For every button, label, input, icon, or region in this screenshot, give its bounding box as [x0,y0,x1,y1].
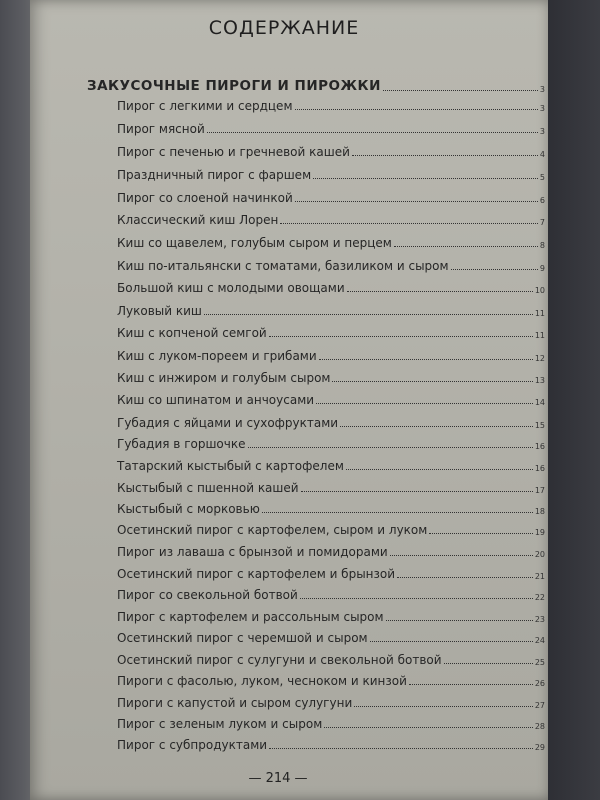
toc-dot-leader [429,533,533,534]
toc-entry-page: 14 [534,398,545,407]
toc-entry [117,582,545,602]
toc-entry-title: Кыстыбый с морковью [117,502,260,516]
toc-dot-leader [280,223,538,224]
toc-entry-page: 27 [534,701,545,710]
toc-dot-leader [451,269,538,270]
toc-entry-title: Пирог мясной [117,122,205,136]
toc-entry [117,431,545,451]
toc-entry-page: 3 [539,104,545,113]
toc-dot-leader [313,178,538,179]
toc-entry-page: 12 [534,354,545,363]
toc-entry-title: Киш по-итальянски с томатами, базиликом и сыром [117,259,449,273]
toc-dot-leader [207,132,538,133]
toc-entry-page: 8 [539,241,545,250]
toc-entry [117,690,545,710]
toc-entry-title: Классический киш Лорен [117,213,279,227]
toc-dot-leader [248,447,533,448]
toc-dot-leader [352,155,538,156]
toc-entry-page: 22 [534,593,545,602]
toc-entry [117,732,545,752]
toc-entry [117,387,545,407]
toc-entry-page: 11 [534,331,545,340]
toc-entry-page: 16 [534,442,545,451]
toc-entry-page: 13 [534,376,545,385]
toc-entry-title: Кыстыбый с пшенной кашей [117,481,299,495]
toc-dot-leader [204,314,533,315]
toc-entry [117,185,545,205]
toc-entry-title: Осетинский пирог с сулугуни и свекольной ботвой [117,653,442,667]
toc-entry [117,162,545,182]
toc-entry [117,275,545,295]
toc-entry-title: Большой киш с молодыми овощами [117,281,345,295]
toc-entry-title: Киш с луком-пореем и грибами [117,349,317,363]
toc-dot-leader [332,381,532,382]
page-heading: СОДЕРЖАНИЕ [208,17,360,39]
toc-entry [117,410,545,430]
toc-dot-leader [295,201,538,202]
toc-entry-title: Осетинский пирог с картофелем и брынзой [117,567,396,581]
toc-entry-page: 20 [534,550,545,559]
toc-entry [117,453,545,473]
toc-entry [117,668,545,688]
toc-entry-title: Киш с инжиром и голубым сыром [117,371,331,385]
toc-entry-page: 3 [539,127,545,136]
toc-entry [117,539,545,559]
toc-dot-leader [397,577,533,578]
toc-entry-page: 24 [534,636,545,645]
toc-entry-page: 25 [534,658,545,667]
toc-entry [117,298,545,318]
toc-entry [117,496,545,516]
toc-entry [117,561,545,581]
toc-entry-page: 29 [534,743,545,752]
toc-dot-leader [262,512,533,513]
toc-dot-leader [300,598,533,599]
toc-entry-page: 5 [539,173,545,182]
toc-entry-title: Пироги с капустой и сыром сулугуни [117,696,353,710]
toc-entry [117,604,545,624]
toc-entry [117,365,545,385]
toc-entry-page: 26 [534,679,545,688]
toc-entry-title: Татарский кыстыбый с картофелем [117,459,344,473]
toc-dot-leader [295,109,538,110]
toc-dot-leader [354,706,533,707]
book-page [30,0,550,800]
toc-entry-page: 4 [539,150,545,159]
toc-entry [117,139,545,159]
toc-entry [117,475,545,495]
toc-entry-page: 16 [534,464,545,473]
toc-entry-page: 17 [534,486,545,495]
toc-entry [117,93,545,113]
toc-entry-title: Пирог с зеленым луком и сыром [117,717,323,731]
toc-dot-leader [269,336,533,337]
toc-dot-leader [316,403,533,404]
toc-dot-leader [390,555,533,556]
toc-entry-title: Пирог с субпродуктами [117,738,268,752]
toc-entry-page: 23 [534,615,545,624]
toc-dot-leader [444,663,533,664]
toc-entry-title: Губадия в горшочке [117,437,246,451]
toc-entry-title: Пирог со слоеной начинкой [117,191,293,205]
toc-entry-title: Осетинский пирог с черемшой и сыром [117,631,368,645]
toc-dot-leader [340,426,533,427]
toc-dot-leader [319,359,533,360]
toc-dot-leader [409,684,533,685]
toc-entry-page: 19 [534,528,545,537]
toc-entry [117,343,545,363]
toc-entry-page: 21 [534,572,545,581]
toc-entry-title: Праздничный пирог с фаршем [117,168,312,182]
toc-entry [117,517,545,537]
toc-entry-title: Киш со щавелем, голубым сыром и перцем [117,236,392,250]
toc-entry-title: Пирог с печенью и гречневой кашей [117,145,350,159]
toc-section-row [87,74,545,94]
toc-section-page: 3 [539,85,545,94]
toc-dot-leader [386,620,533,621]
toc-dot-leader [269,748,533,749]
toc-entry-title: Киш со шпинатом и анчоусами [117,393,315,407]
toc-dot-leader [347,291,533,292]
toc-entry-title: Губадия с яйцами и сухофруктами [117,416,339,430]
toc-entry-title: Пирог со свекольной ботвой [117,588,298,602]
toc-entry [117,711,545,731]
toc-entry-page: 7 [539,218,545,227]
toc-entry-page: 10 [534,286,545,295]
toc-entry [117,625,545,645]
toc-entry-title: Луковый киш [117,304,202,318]
toc-dot-leader [324,727,533,728]
toc-entry-page: 9 [539,264,545,273]
toc-entry [117,253,545,273]
toc-entry-title: Пирог из лаваша с брынзой и помидорами [117,545,388,559]
toc-dot-leader [394,246,538,247]
toc-section-title: ЗАКУСОЧНЫЕ ПИРОГИ И ПИРОЖКИ [87,78,381,94]
toc-entry [117,647,545,667]
toc-entry-page: 28 [534,722,545,731]
toc-entry-page: 18 [534,507,545,516]
toc-dot-leader [301,491,533,492]
toc-entry-page: 6 [539,196,545,205]
toc-entry [117,207,545,227]
toc-entry-title: Осетинский пирог с картофелем, сыром и луком [117,523,428,537]
toc-entry-title: Киш с копченой семгой [117,326,267,340]
table-of-contents [30,0,550,800]
toc-entry-title: Пирог с картофелем и рассольным сыром [117,610,384,624]
toc-entry-page: 11 [534,309,545,318]
toc-entry-title: Пирог с легкими и сердцем [117,99,293,113]
toc-entry-page: 15 [534,421,545,430]
toc-entry-title: Пироги с фасолью, луком, чесноком и кинзой [117,674,407,688]
toc-entry [117,230,545,250]
toc-entry [117,116,545,136]
toc-dot-leader [346,469,533,470]
page-number-footer: — 214 — [248,771,308,786]
toc-dot-leader [370,641,533,642]
toc-entry [117,320,545,340]
toc-dot-leader [383,90,538,91]
book-cover-right [548,0,600,800]
